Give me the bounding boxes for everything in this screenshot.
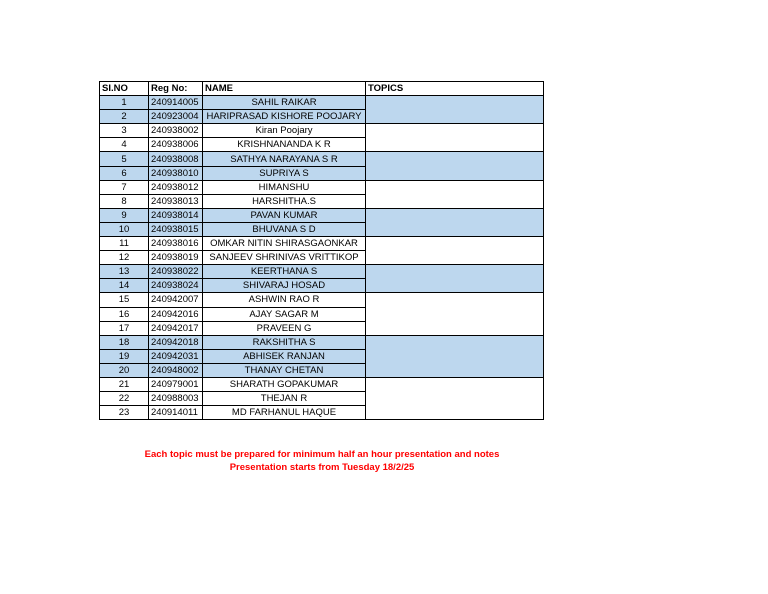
sl-no-cell: 5	[100, 152, 149, 166]
reg-no-cell: 240948002	[149, 363, 203, 377]
reg-no-cell: 240942016	[149, 307, 203, 321]
name-cell: SUPRIYA S	[203, 166, 366, 180]
reg-no-cell: 240938006	[149, 138, 203, 152]
header-row	[100, 82, 544, 96]
reg-no-cell: 240938013	[149, 194, 203, 208]
sl-no-cell: 20	[100, 363, 149, 377]
topic-cell	[366, 180, 544, 208]
reg-no-cell: 240923004	[149, 110, 203, 124]
table-row	[100, 96, 544, 110]
sl-no-cell: 7	[100, 180, 149, 194]
sl-no-cell: 19	[100, 349, 149, 363]
table-row	[100, 377, 544, 391]
name-cell: PAVAN KUMAR	[203, 208, 366, 222]
name-cell: HARIPRASAD KISHORE POOJARY	[203, 110, 366, 124]
reg-no-cell: 240942017	[149, 321, 203, 335]
name-cell: HIMANSHU	[203, 180, 366, 194]
name-cell: SANJEEV SHRINIVAS VRITTIKOP	[203, 251, 366, 265]
sl-no-cell: 4	[100, 138, 149, 152]
header-name: NAME	[203, 82, 366, 96]
sl-no-cell: 17	[100, 321, 149, 335]
topic-cell	[366, 124, 544, 152]
name-cell: SAHIL RAIKAR	[203, 96, 366, 110]
reg-no-cell: 240938014	[149, 208, 203, 222]
reg-no-cell: 240988003	[149, 392, 203, 406]
name-cell: ASHWIN RAO R	[203, 293, 366, 307]
reg-no-cell: 240938015	[149, 222, 203, 236]
table-row	[100, 124, 544, 138]
student-topics-table	[99, 81, 544, 420]
name-cell: KRISHNANANDA K R	[203, 138, 366, 152]
name-cell: ABHISEK RANJAN	[203, 349, 366, 363]
name-cell: THEJAN R	[203, 392, 366, 406]
name-cell: AJAY SAGAR M	[203, 307, 366, 321]
topic-cell	[366, 377, 544, 419]
topic-cell	[366, 96, 544, 124]
instruction-note: Each topic must be prepared for minimum half an hour presentation and notes	[144, 449, 500, 460]
name-cell: KEERTHANA S	[203, 265, 366, 279]
presentation-start-note: Presentation starts from Tuesday 18/2/25	[229, 462, 415, 473]
topic-cell	[366, 265, 544, 293]
reg-no-cell: 240938019	[149, 251, 203, 265]
header-sl-no: SI.NO	[100, 82, 149, 96]
table-row	[100, 265, 544, 279]
sl-no-cell: 9	[100, 208, 149, 222]
sl-no-cell: 23	[100, 406, 149, 420]
topic-cell	[366, 208, 544, 236]
sl-no-cell: 3	[100, 124, 149, 138]
reg-no-cell: 240938010	[149, 166, 203, 180]
header-topics: TOPICS	[366, 82, 544, 96]
name-cell: RAKSHITHA S	[203, 335, 366, 349]
name-cell: HARSHITHA.S	[203, 194, 366, 208]
reg-no-cell: 240938024	[149, 279, 203, 293]
reg-no-cell: 240914011	[149, 406, 203, 420]
table-row	[100, 152, 544, 166]
table-row	[100, 208, 544, 222]
table-row	[100, 293, 544, 307]
reg-no-cell: 240938002	[149, 124, 203, 138]
sl-no-cell: 16	[100, 307, 149, 321]
topic-cell	[366, 237, 544, 265]
sl-no-cell: 18	[100, 335, 149, 349]
sl-no-cell: 15	[100, 293, 149, 307]
reg-no-cell: 240938022	[149, 265, 203, 279]
reg-no-cell: 240942007	[149, 293, 203, 307]
sl-no-cell: 12	[100, 251, 149, 265]
name-cell: THANAY CHETAN	[203, 363, 366, 377]
sl-no-cell: 14	[100, 279, 149, 293]
reg-no-cell: 240938016	[149, 237, 203, 251]
table-row	[100, 237, 544, 251]
sl-no-cell: 13	[100, 265, 149, 279]
name-cell: SHIVARAJ HOSAD	[203, 279, 366, 293]
topic-cell	[366, 293, 544, 335]
table-row	[100, 180, 544, 194]
name-cell: PRAVEEN G	[203, 321, 366, 335]
name-cell: OMKAR NITIN SHIRASGAONKAR	[203, 237, 366, 251]
reg-no-cell: 240914005	[149, 96, 203, 110]
reg-no-cell: 240938008	[149, 152, 203, 166]
sl-no-cell: 21	[100, 377, 149, 391]
sl-no-cell: 22	[100, 392, 149, 406]
sl-no-cell: 8	[100, 194, 149, 208]
topic-cell	[366, 335, 544, 377]
sl-no-cell: 6	[100, 166, 149, 180]
table-row	[100, 335, 544, 349]
reg-no-cell: 240942031	[149, 349, 203, 363]
name-cell: MD FARHANUL HAQUE	[203, 406, 366, 420]
name-cell: Kiran Poojary	[203, 124, 366, 138]
sl-no-cell: 11	[100, 237, 149, 251]
sl-no-cell: 1	[100, 96, 149, 110]
name-cell: SATHYA NARAYANA S R	[203, 152, 366, 166]
reg-no-cell: 240942018	[149, 335, 203, 349]
reg-no-cell: 240938012	[149, 180, 203, 194]
name-cell: BHUVANA S D	[203, 222, 366, 236]
header-reg-no: Reg No:	[149, 82, 203, 96]
sl-no-cell: 10	[100, 222, 149, 236]
reg-no-cell: 240979001	[149, 377, 203, 391]
name-cell: SHARATH GOPAKUMAR	[203, 377, 366, 391]
sl-no-cell: 2	[100, 110, 149, 124]
topic-cell	[366, 152, 544, 180]
